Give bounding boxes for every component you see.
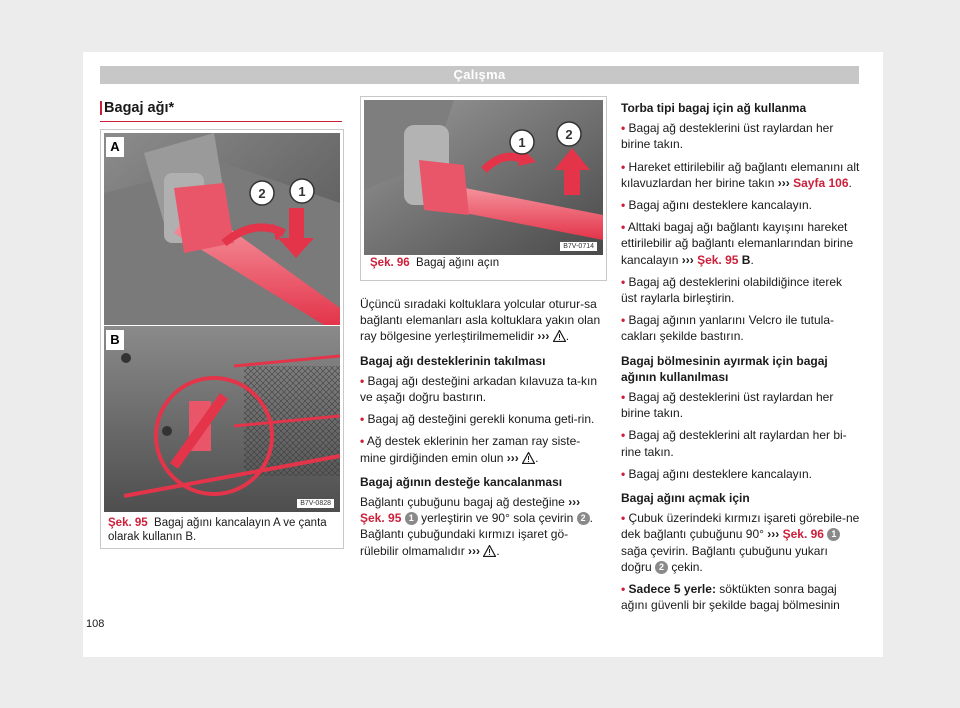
column-middle: [360, 296, 605, 565]
bullet-icon: •: [621, 274, 626, 289]
figure-label-b: B: [106, 330, 124, 350]
list-item: • Bagaj ağı desteğini arkadan kılavuza ta-kın ve aşağı doğru bastırın.: [360, 373, 598, 405]
list-item: • Bagaj ağını desteklere kancalayın.: [621, 198, 812, 213]
bullet-icon: •: [621, 220, 626, 235]
figure-code: B7V-0828: [297, 499, 334, 508]
warning-icon: [522, 452, 535, 464]
figure-reference-link[interactable]: Şek. 96: [782, 527, 824, 542]
callout-2: 2: [565, 127, 573, 142]
list-item: • Bagaj ağ desteklerini olabildiğince iterek üst raylarla birleştirin.: [621, 274, 843, 306]
list-item: • Hareket ettirilebilir ağ bağlantı elemanını alt kılavuzlardan her birine takın ››› Sayfa 106.: [621, 159, 860, 190]
heading-install: Bagaj ağı desteklerinin takılması: [360, 353, 546, 368]
callout-badge-2: 2: [577, 512, 590, 525]
warning-paragraph: Üçüncü sıradaki koltuklara yolcular oturur-sa bağlantı elemanları asla koltuklara yakın olan ray bölgesine yerleştirilmemelidir ››› .: [360, 297, 601, 344]
caption-text: Bagaj ağını kancalayın A ve çanta olarak kullanın B.: [108, 517, 327, 543]
callout-badge-1: 1: [827, 528, 840, 541]
list-item: • Alttaki bagaj ağı bağlantı kayışını hareket ettirilebilir ağ bağlantı elemanlarından birine kancalayın ››› Şek. 95 B.: [621, 220, 854, 267]
bullet-icon: •: [621, 313, 626, 328]
list-item: • Bagaj ağ desteklerini alt raylardan her bi-rine takın.: [621, 428, 847, 459]
bullet-icon: •: [621, 466, 626, 481]
bullet-icon: •: [621, 390, 626, 405]
heading-open: Bagaj ağını açmak için: [621, 491, 750, 506]
callout-badge-2: 2: [655, 561, 668, 574]
bullet-icon: •: [360, 412, 365, 427]
section-title: Bagaj ağı*: [104, 100, 175, 116]
callout-badge-1: 1: [405, 512, 418, 525]
bullet-icon: •: [621, 159, 626, 174]
caption-text: Bagaj ağını açın: [416, 257, 500, 269]
warning-icon: [483, 545, 496, 557]
caption-number: Şek. 96: [370, 257, 410, 269]
list-item: • Bagaj ağını desteklere kancalayın.: [621, 466, 812, 481]
hook-paragraph: Bağlantı çubuğunu bagaj ağ desteğine ››› Şek. 95 1 yerleştirin ve 90° sola çevirin 2 . Bağlantı çubuğundaki kırmızı işaret gö-rülebilir olmamalıdır ››› .: [360, 495, 593, 558]
list-item: • Bagaj ağının yanlarını Velcro ile tutula-cakları şekilde bastırın.: [621, 313, 835, 344]
figure-reference-link[interactable]: Şek. 95: [360, 511, 402, 526]
bullet-icon: •: [360, 373, 365, 388]
column-right: [621, 100, 861, 619]
page-reference-link[interactable]: Sayfa 106: [793, 175, 849, 190]
bullet-icon: •: [621, 121, 626, 136]
figure-95-photo-b: [104, 326, 340, 512]
figure-96-caption: [370, 256, 600, 270]
caption-number: Şek. 95: [108, 517, 148, 529]
bullet-icon: •: [621, 198, 626, 213]
callout-1: 1: [518, 135, 526, 150]
bullet-icon: •: [360, 434, 365, 449]
callout-2: 2: [258, 186, 266, 201]
figure-label-a: A: [106, 137, 124, 157]
page-number: 108: [86, 618, 105, 630]
bullet-icon: •: [621, 582, 626, 597]
warning-icon: [553, 330, 566, 342]
chapter-title: Çalışma: [453, 67, 506, 82]
section-underline: [100, 121, 342, 122]
figure-95-photo-a: [104, 133, 340, 325]
figure-code: B7V-0714: [560, 242, 597, 251]
bullet-icon: •: [621, 511, 626, 526]
figure-reference-link[interactable]: Şek. 95: [697, 252, 739, 267]
list-item: • Bagaj ağ desteklerini üst raylardan her birine takın.: [621, 121, 834, 152]
heading-separate: Bagaj bölmesinin ayırmak için bagaj ağının kullanılması: [621, 353, 828, 384]
heading-bag-use: Torba tipi bagaj için ağ kullanma: [621, 101, 807, 115]
figure-96-photo: [364, 100, 603, 255]
figure-95: [100, 129, 344, 549]
bullet-icon: •: [621, 428, 626, 443]
list-item: • Ağ destek eklerinin her zaman ray siste-mine girdiğinden emin olun ››› .: [360, 434, 581, 465]
chapter-header: [100, 66, 859, 84]
callout-1: 1: [298, 184, 306, 199]
list-item: • Bagaj ağ desteklerini üst raylardan her birine takın.: [621, 390, 834, 421]
figure-96: [360, 96, 607, 281]
figure-95-caption: [108, 516, 336, 544]
list-item: • Sadece 5 yerle: söktükten sonra bagaj ağını güvenli bir şekilde bagaj bölmesinin: [621, 582, 840, 613]
list-item: • Çubuk üzerindeki kırmızı işareti görebile-ne dek bağlantı çubuğunu 90° ››› Şek. 96 1 sağa çevirin. Bağlantı çubuğunu yukarı doğru 2 çekin.: [621, 511, 860, 574]
list-item: • Bagaj ağ desteğini gerekli konuma geti-rin.: [360, 412, 595, 427]
heading-hook: Bagaj ağının desteğe kancalanması: [360, 474, 563, 489]
